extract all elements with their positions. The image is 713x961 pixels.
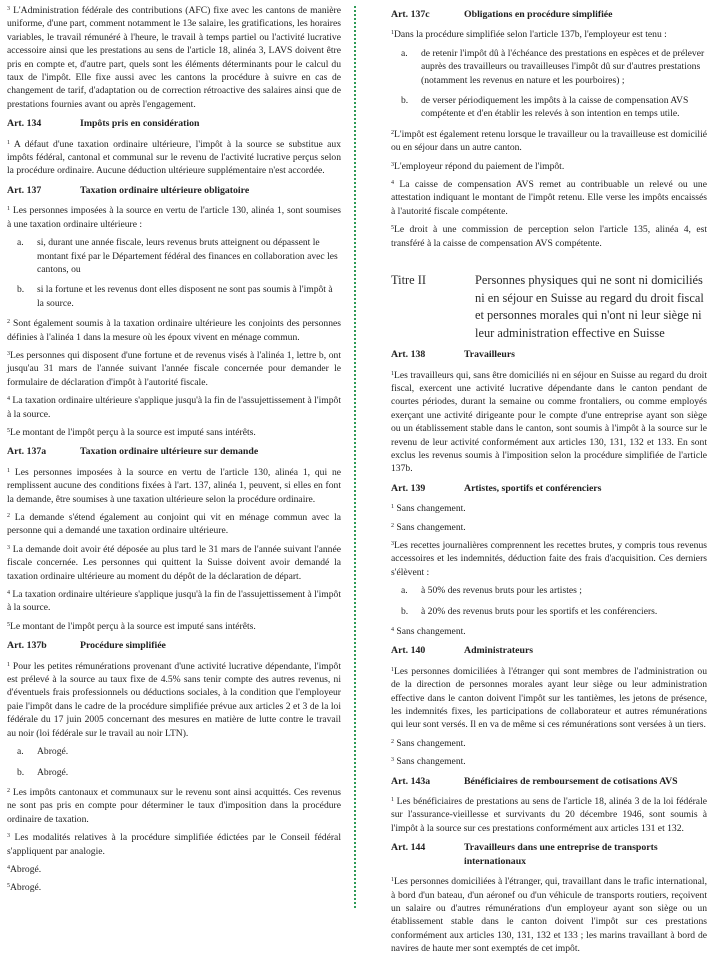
paragraph: $^1$Les personnes domiciliées à l'étranger, qui, travaillant dans le trafic international, à bord d'un bateau, d'un aéronef ou d'un véhicule de transports routiers, reçoivent un salaire ou d'autres rémunérations d'un employeur ayant son siège ou un établissement stable dans le canton doivent l'impôt sur ces prestations conformément aux articles 130, 131, 132 et 133 ; les marins travaillant à bord de navires de haute mer sont exemptés de cet impôt.	[391, 876, 707, 955]
paragraph: $^4$Abrogé.	[7, 863, 42, 875]
article-title: Artistes, sportifs et conférenciers	[464, 482, 602, 494]
paragraph: $^2$ Sans changement.	[391, 737, 466, 749]
paragraph: $^3$L'employeur répond du paiement de l'impôt.	[391, 160, 565, 172]
article-title: Bénéficiaires de remboursement de cotisations AVS	[464, 775, 678, 787]
paragraph: $^3$ Sans changement.	[391, 756, 466, 768]
paragraph: $^5$Le montant de l'impôt perçu à la source est imputé sans intérêts.	[7, 620, 256, 632]
paragraph: $^1$Les personnes domiciliées à l'étranger qui sont membres de l'administration ou de la direction de personnes morales ayant leur siège ou leur administration effective dans le canton doivent l'impôt sur les tantièmes, les jetons de présence, les indemnités fixes, les participations de collaborateur et autres rémunérations qui leur sont versés. Il en va de même si ces rémunérations sont versées à un tiers.	[391, 665, 707, 731]
list-item: a. à 50% des revenus bruts pour les artistes ;	[401, 585, 582, 597]
article-number: Art. 137b	[7, 640, 47, 652]
paragraph: $^1$ Sans changement.	[391, 503, 466, 515]
paragraph: $^3$ La demande doit avoir été déposée au plus tard le 31 mars de l'année suivant l'année fiscale concernée. Les personnes qui quittent la Suisse doivent avoir demandé la taxation ordinaire ultérieure au moment du dépôt de la déclaration de départ.	[7, 543, 341, 582]
article-title: Taxation ordinaire ultérieure obligatoire	[80, 184, 250, 196]
column-divider	[354, 6, 356, 908]
article-title: Travailleurs	[464, 349, 515, 361]
article-number: Art. 139	[391, 482, 426, 494]
paragraph: $^2$L'impôt est également retenu lorsque le travailleur ou la travailleuse est domicilié ou en séjour dans un autre canton.	[391, 128, 707, 154]
paragraph: $^2$ Sans changement.	[391, 521, 466, 533]
article-heading	[7, 445, 341, 458]
article-number: Art. 143a	[391, 775, 431, 787]
article-heading	[7, 117, 341, 130]
left-column	[7, 4, 341, 900]
paragraph: $^3$Les recettes journalières comprennent les recettes brutes, y compris tous revenus accessoires et les indemnités, déduction faite des frais d'acquisition. Ces derniers s'élèvent :	[391, 539, 707, 578]
paragraph: $^3$ Les modalités relatives à la procédure simplifiée édictées par le Conseil fédéral s'appliquent par analogie.	[7, 832, 341, 857]
paragraph: $^2$ Sont également soumis à la taxation ordinaire ultérieure les conjoints des personnes définies à l'alinéa 1 dans la mesure où les époux vivent en ménage commun.	[7, 318, 341, 343]
paragraph: $^4$ La taxation ordinaire ultérieure s'applique jusqu'à la fin de l'assujettissement à l'impôt à la source.	[7, 589, 342, 614]
article-title: Travailleurs dans une entreprise de transports internationaux	[464, 842, 658, 867]
title-number: Titre II	[391, 273, 426, 288]
list-item: a. si, durant une année fiscale, leurs revenus bruts atteignent ou dépassent le montant fixé par le Département fédéral des finances en collaboration avec les cantons, ou	[17, 237, 338, 275]
list-item: b. de verser périodiquement les impôts à la caisse de compensation AVS compétente et d'en établir les relevés à son intention en temps utile.	[401, 95, 689, 120]
paragraph: $^1$ A défaut d'une taxation ordinaire ultérieure, l'impôt à la source se substitue aux impôts fédéral, cantonal et communal sur le revenu de l'activité lucrative perçus selon la procédure ordinaire. Aucune déduction ultérieure supplémentaire n'est accordée.	[7, 138, 341, 177]
article-heading	[7, 184, 341, 197]
paragraph: $^4$ La taxation ordinaire ultérieure s'applique jusqu'à la fin de l'assujettissement à l'impôt à la source.	[7, 395, 342, 420]
article-number: Art. 137	[7, 184, 42, 196]
article-heading	[391, 644, 707, 657]
paragraph: $^3$ L'Administration fédérale des contributions (AFC) fixe avec les cantons de manière uniforme, d'une part, comment notamment le 13e salaire, les gratifications, les horaires variables, le travail rémunéré à l'heure, le travail à temps partiel ou l'activité lucrative accessoire ainsi que les prestations au sens de l'article 18, alinéa 3, LAVS doivent être pris en compte et, d'autre part, quels sont les éléments déterminants pour le calcul du taux de l'impôt. Elle fixe aussi avec les cantons la procédure à suivre en cas de changement de tarif, d'adaptation ou de correction rétroactive des salaires ainsi que de prestations fournies avant ou après l'engagement.	[7, 5, 342, 110]
title-heading	[391, 272, 707, 342]
article-number: Art. 137a	[7, 446, 47, 458]
article-title: Taxation ordinaire ultérieure sur demande	[80, 446, 259, 458]
article-title: Administrateurs	[464, 645, 534, 657]
paragraph: $^1$ Les personnes imposées à la source en vertu de l'article 130, alinéa 1, sont soumises à une taxation ordinaire ultérieure :	[7, 205, 341, 230]
article-number: Art. 140	[391, 645, 426, 657]
article-title: Procédure simplifiée	[80, 640, 166, 652]
list-item: a. de retenir l'impôt dû à l'échéance des prestations en espèces et de prélever auprès des travailleurs ou travailleuses l'impôt dû sur d'autres prestations (notamment les revenus en nature et les pourboires) ;	[401, 47, 705, 86]
paragraph: $^5$Abrogé.	[7, 882, 42, 894]
article-heading	[7, 639, 341, 652]
article-heading	[391, 841, 707, 868]
list-item: a. Abrogé.	[17, 746, 69, 758]
article-title: Obligations en procédure simplifiée	[464, 9, 613, 20]
title-text: Personnes physiques qui ne sont ni domiciliés ni en séjour en Suisse au regard du droit fiscal et personnes morales qui n'ont ni leur siège ni leur administration effective en Suisse	[475, 273, 704, 340]
article-heading	[391, 348, 707, 361]
paragraph: $^1$Dans la procédure simplifiée selon l'article 137b, l'employeur est tenu :	[391, 29, 667, 41]
list-item: b. à 20% des revenus bruts pour les sportifs et les conférenciers.	[401, 605, 658, 617]
article-number: Art. 137c	[391, 9, 430, 20]
paragraph: $^5$Le droit à une commission de perception selon l'article 135, alinéa 4, est transféré à la caisse de compensation AVS compétente.	[391, 224, 707, 249]
article-heading	[391, 482, 707, 495]
paragraph: $^1$ Les personnes imposées à la source en vertu de l'article 130, alinéa 1, qui ne remplissent aucune des conditions fixées à l'art. 137, alinéa 1, peuvent, si elles en font la demande, être soumises à une taxation ultérieure selon la procédure ordinaire.	[7, 466, 341, 505]
article-heading	[391, 775, 707, 788]
article-title: Impôts pris en considération	[80, 118, 200, 130]
article-number: Art. 138	[391, 349, 426, 361]
list-item: b. si la fortune et les revenus dont elles disposent ne sont pas soumis à l'impôt à la source.	[17, 284, 333, 309]
article-number: Art. 144	[391, 842, 426, 854]
paragraph: $^1$Les travailleurs qui, sans être domiciliés ni en séjour en Suisse au regard du droit fiscal, exercent une activité lucrative dépendante dans le canton pendant de courtes périodes, durant la semaine ou comme frontaliers, ou comme employés exerçant une activité dirigeante pour le compte d'une entreprise ayant son siège ou un établissement stable dans le canton, sont soumis à l'impôt à la source sur le revenu de leur activité conformément aux articles 130, 131, 132 et 133. En sont exclus les revenus soumis à l'imposition selon la procédure simplifiée de l'article 137b.	[391, 369, 707, 475]
paragraph: $^1$ Pour les petites rémunérations provenant d'une activité lucrative dépendante, l'impôt est prélevé à la source au taux fixe de 4.5% sans tenir compte des autres revenus, ni d'éventuels frais professionnels ou déductions sociales, à la condition que l'employeur paie l'impôt dans le cadre de la procédure simplifiée prévue aux articles 2 et 3 de la loi fédérale du 17 juin 2005 concernant des mesures en matière de lutte contre le travail au noir (loi fédérale sur le travail au noir LTN).	[7, 660, 341, 739]
right-column	[391, 8, 707, 961]
paragraph: $^4$ Sans changement.	[391, 626, 466, 637]
paragraph: $^5$Le montant de l'impôt perçu à la source est imputé sans intérêts.	[7, 426, 256, 438]
article-number: Art. 134	[7, 118, 42, 130]
paragraph: $^3$Les personnes qui disposent d'une fortune et de revenus visés à l'alinéa 1, lettre b, ont jusqu'au 31 mars de l'année suivant l'année fiscale concernée pour demander le formulaire de déclaration d'impôt à l'autorité fiscale.	[7, 349, 341, 388]
article-heading	[391, 8, 707, 21]
paragraph: $^2$ La demande s'étend également au conjoint qui vit en ménage commun avec la personne qui a demandé une taxation ordinaire ultérieure.	[7, 512, 341, 537]
list-item: b. Abrogé.	[17, 766, 69, 778]
paragraph: $^2$ Les impôts cantonaux et communaux sur le revenu sont ainsi acquittés. Ces revenus ne sont pas pris en compte pour déterminer le taux d'imposition dans la procédure ordinaire de taxation.	[7, 786, 341, 825]
paragraph: $^1$ Les bénéficiaires de prestations au sens de l'article 18, alinéa 3 de la loi fédérale sur l'assurance-vieillesse et survivants du 20 décembre 1946, sont soumis à l'impôt à la source sur ces prestations conformément aux articles 131 et 132.	[391, 796, 707, 834]
paragraph: $^4$ La caisse de compensation AVS remet au contribuable un relevé ou une attestation indiquant le montant de l'impôt retenu. Elle verse les impôts encaissés à l'autorité fiscale compétente.	[391, 179, 707, 217]
